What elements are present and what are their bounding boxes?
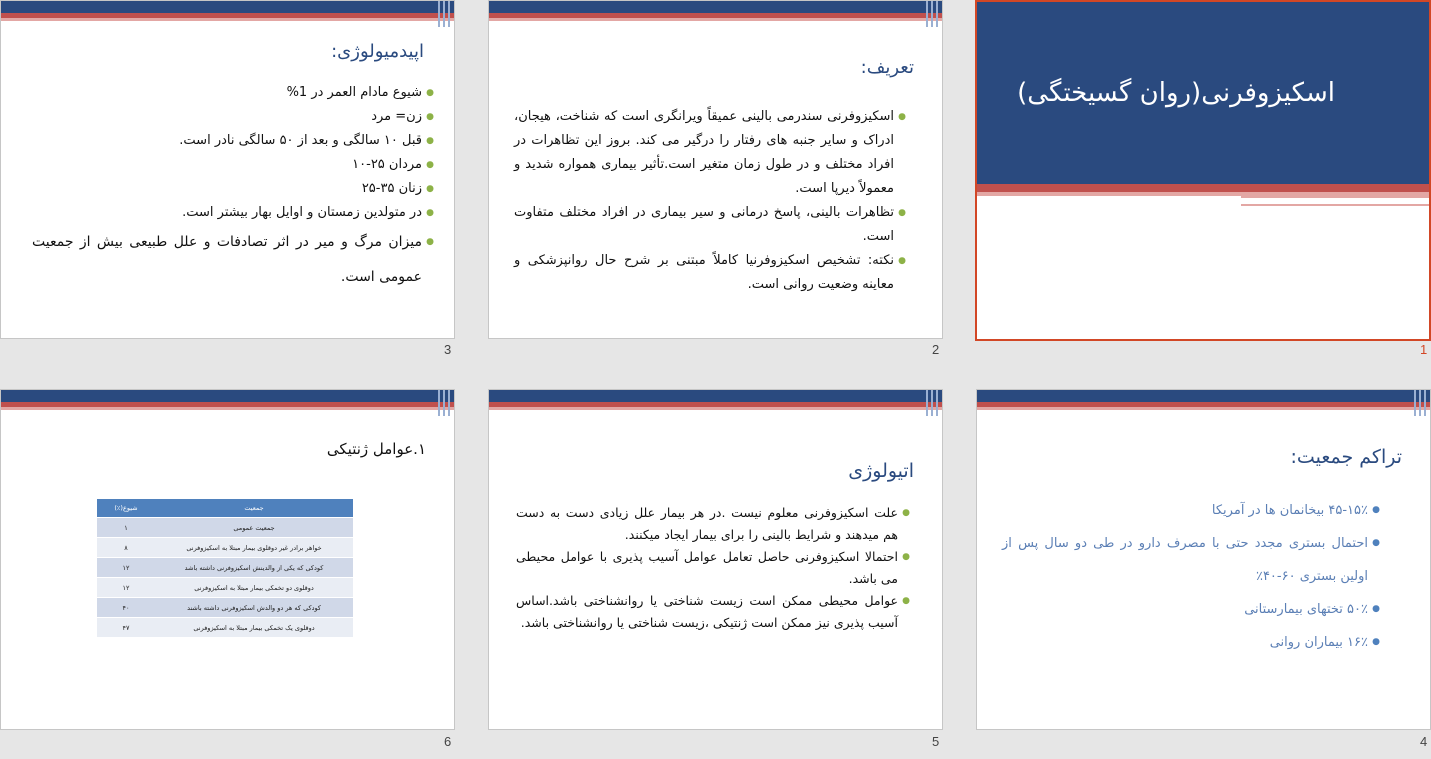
bullet-item: ● ۵۰٪ تختهای بیمارستانی	[1002, 593, 1378, 626]
title-stripe-red	[977, 184, 1429, 192]
slide-thumbnail-1[interactable]	[975, 0, 1431, 341]
slide-title: ۱.عوامل ژنتیکی	[326, 440, 426, 458]
slide-thumbnail-3[interactable]	[0, 0, 455, 339]
bullet-item: ● تظاهرات بالینی، پاسخ درمانی و سیر بیماری در افراد مختلف متفاوت است.	[514, 201, 904, 249]
bullet-item: ● زن= مرد	[32, 105, 432, 129]
slide-number: 3	[444, 342, 452, 357]
genetics-table	[97, 499, 353, 637]
slide-number: 2	[932, 342, 940, 357]
bullet-item: ● در متولدین زمستان و اوایل بهار بیشتر است.	[32, 201, 432, 225]
table-row: کودکی که هر دو والدش اسکیزوفرنی داشته باشند ۴۰	[97, 598, 353, 618]
table-row: دوقلوی دو تخمکی بیمار مبتلا به اسکیزوفرنی ۱۲	[97, 578, 353, 598]
bullet-item: ● میزان مرگ و میر در اثر تصادفات و علل طبیعی بیش از جمعیت عمومی است.	[32, 225, 432, 295]
slide-thumbnail-4[interactable]	[976, 389, 1431, 730]
table-row: دوقلوی یک تخمکی بیمار مبتلا به اسکیزوفرنی ۴۷	[97, 618, 353, 638]
bullet-item: ● قبل ۱۰ سالگی و بعد از ۵۰ سالگی نادر است.	[32, 129, 432, 153]
title-decor-lines	[1241, 196, 1429, 206]
slide-thumbnail-6[interactable]	[0, 389, 455, 730]
slide-number: 1	[1420, 342, 1428, 357]
presentation-title: اسکیزوفرنی(روان گسیختگی)	[1017, 78, 1335, 108]
slide-number: 4	[1420, 734, 1428, 749]
table-row: کودکی که یکی از والدینش اسکیزوفرنی داشته باشد ۱۲	[97, 558, 353, 578]
slide-banner	[489, 1, 942, 27]
slide-thumbnail-2[interactable]	[488, 0, 943, 339]
slide-banner	[489, 390, 942, 416]
slide-number: 5	[932, 734, 940, 749]
slide-bullets	[514, 105, 904, 297]
table-header: جمعیت	[155, 499, 353, 518]
bullet-item: ● احتمال بستری مجدد حتی با مصرف دارو در طی دو سال پس از اولین بستری ۶۰-۴۰٪	[1002, 527, 1378, 593]
slide-title: تراکم جمعیت:	[1290, 446, 1402, 468]
slide-thumbnail-5[interactable]	[488, 389, 943, 730]
slide-title: تعریف:	[860, 57, 914, 78]
bullet-item: ● زنان ۳۵-۲۵	[32, 177, 432, 201]
slide-bullets	[1002, 494, 1378, 659]
bullet-item: ● نکته: تشخیص اسکیزوفرنیا کاملاً مبتنی بر شرح حال روانپزشکی و معاینه وضعیت روانی است.	[514, 249, 904, 297]
bullet-item: ● عوامل محیطی ممکن است زیست شناختی یا روانشناختی باشد.اساس آسیب پذیری نیز ممکن است ژنتیکی ،زیست شناختی یا روانشناختی باشد.	[516, 590, 908, 634]
table-header: شیوع(٪)	[97, 499, 155, 518]
bullet-item: ● ۴۵-۱۵٪ بیخانمان ها در آمریکا	[1002, 494, 1378, 527]
bullet-item: ● ۱۶٪ بیماران روانی	[1002, 626, 1378, 659]
bullet-item: ● شیوع مادام العمر در 1%	[32, 81, 432, 105]
bullet-item: ● اسکیزوفرنی سندرمی بالینی عمیقاً ویرانگری است که شناخت، هیجان، ادراک و سایر جنبه های رفتار را درگیر می کند. بروز این تظاهرات در افراد مختلف و در طول زمان متغیر است.تأثیر بیماری همواره شدید و معمولاً دیرپا است.	[514, 105, 904, 201]
slide-bullets	[32, 81, 432, 295]
slide-bullets	[516, 502, 908, 634]
table-row: خواهر برادر غیر دوقلوی بیمار مبتلا به اسکیزوفرنی ۸	[97, 538, 353, 558]
slide-banner	[977, 390, 1430, 416]
bullet-item: ● احتمالا اسکیزوفرنی حاصل تعامل عوامل آسیب پذیری با عوامل محیطی می باشد.	[516, 546, 908, 590]
slide-number: 6	[444, 734, 452, 749]
bullet-item: ● مردان ۲۵-۱۰	[32, 153, 432, 177]
slide-banner	[1, 390, 454, 416]
table-row: جمعیت عمومی ۱	[97, 518, 353, 538]
slide-banner	[1, 1, 454, 27]
bullet-item: ● علت اسکیزوفرنی معلوم نیست .در هر بیمار علل زیادی دست به دست هم میدهند و شرایط بالینی را برای بیمار ایجاد میکنند.	[516, 502, 908, 546]
slide-title: اپیدمیولوژی:	[331, 41, 424, 62]
slide-title: اتیولوژی	[848, 460, 914, 482]
